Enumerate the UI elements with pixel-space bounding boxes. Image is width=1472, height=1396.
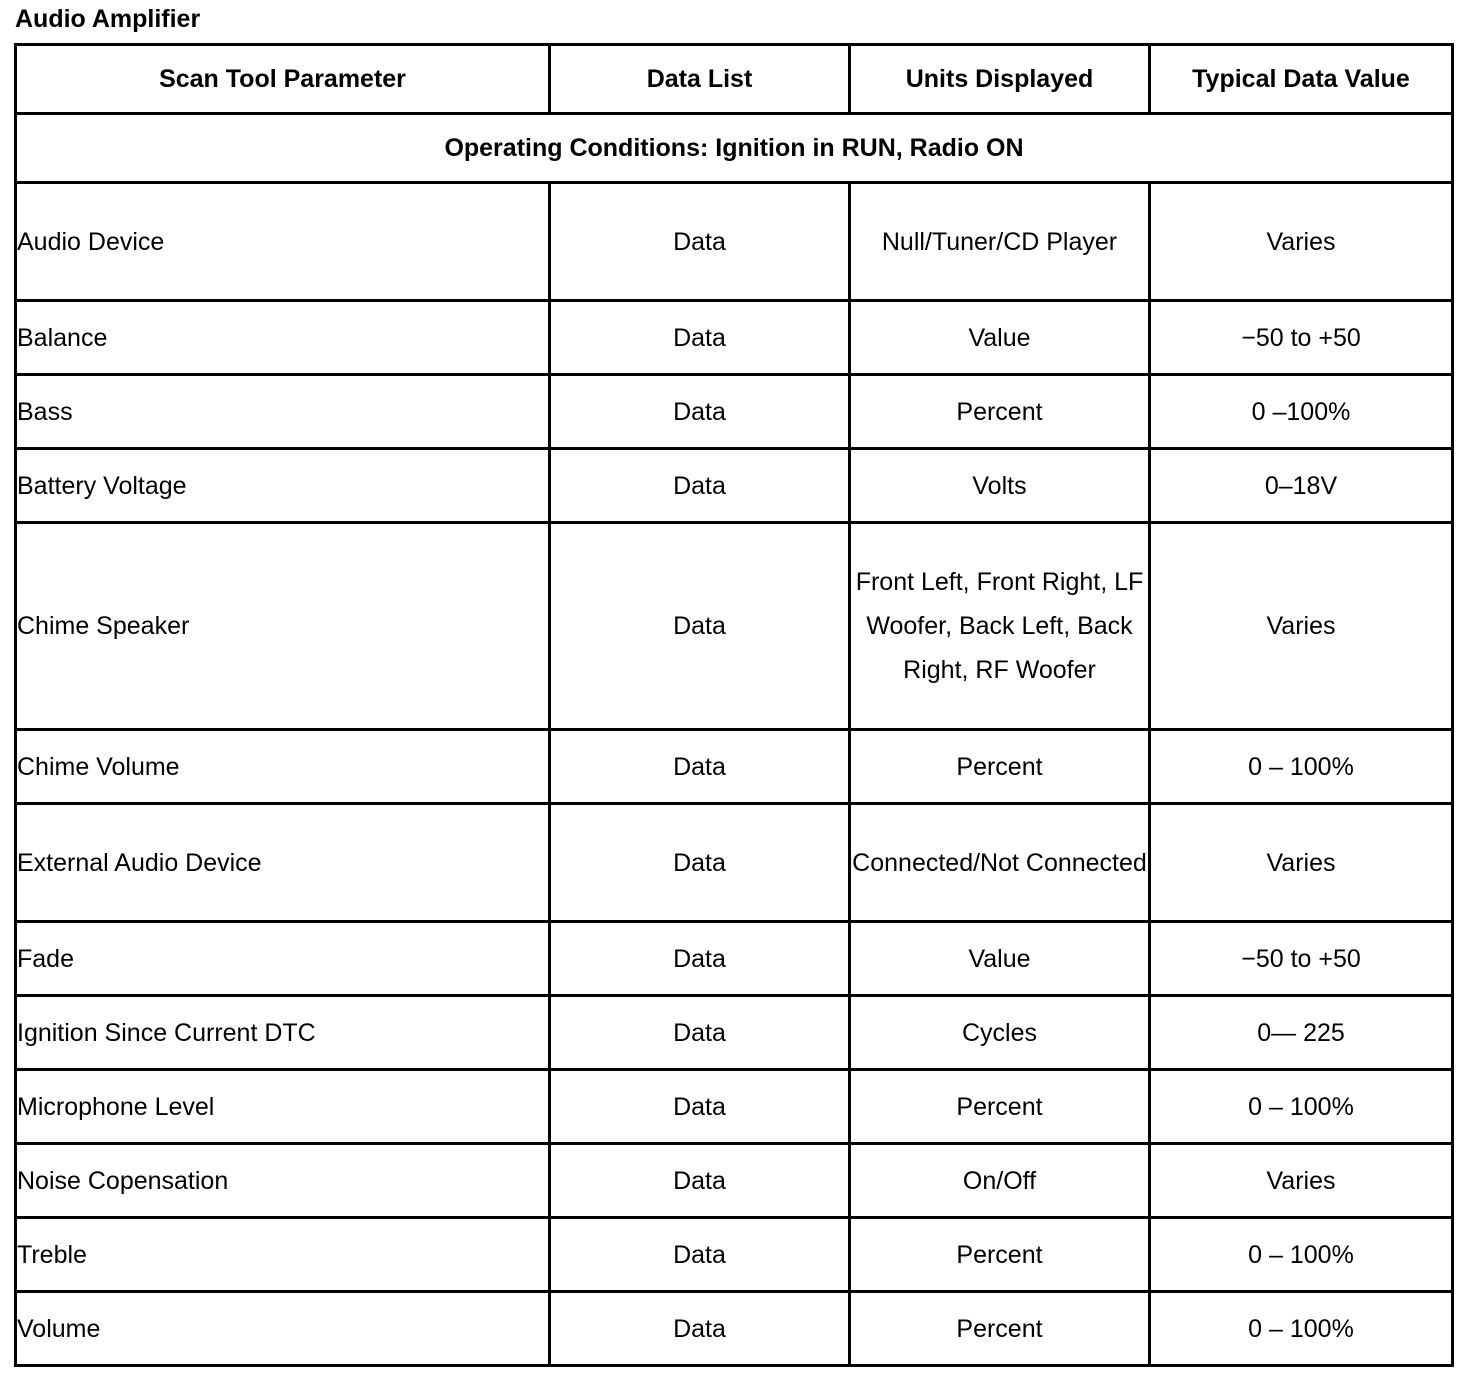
data-list-cell: Data xyxy=(550,449,850,523)
typical-value-cell: −50 to +50 xyxy=(1150,301,1453,375)
parameter-cell: Microphone Level xyxy=(16,1070,550,1144)
parameter-cell: Ignition Since Current DTC xyxy=(16,996,550,1070)
parameter-cell: External Audio Device xyxy=(16,804,550,922)
data-list-cell: Data xyxy=(550,804,850,922)
table-row xyxy=(16,730,1453,804)
data-list-cell: Data xyxy=(550,922,850,996)
units-cell: Cycles xyxy=(850,996,1150,1070)
data-list-cell: Data xyxy=(550,996,850,1070)
units-cell: Percent xyxy=(850,1292,1150,1366)
typical-value-cell: 0 – 100% xyxy=(1150,1070,1453,1144)
typical-value-cell: 0 – 100% xyxy=(1150,1292,1453,1366)
data-list-cell: Data xyxy=(550,1292,850,1366)
units-cell: Percent xyxy=(850,375,1150,449)
table-row xyxy=(16,1070,1453,1144)
table-row xyxy=(16,301,1453,375)
data-list-cell: Data xyxy=(550,1070,850,1144)
parameter-cell: Treble xyxy=(16,1218,550,1292)
units-cell: Percent xyxy=(850,1070,1150,1144)
table-row xyxy=(16,523,1453,730)
header-typical-data-value: Typical Data Value xyxy=(1150,45,1453,114)
typical-value-cell: Varies xyxy=(1150,183,1453,301)
units-cell: Percent xyxy=(850,1218,1150,1292)
table-row xyxy=(16,1144,1453,1218)
typical-value-cell: 0 – 100% xyxy=(1150,730,1453,804)
units-cell: On/Off xyxy=(850,1144,1150,1218)
units-cell: Front Left, Front Right, LF Woofer, Back Left, Back Right, RF Woofer xyxy=(850,523,1150,730)
data-list-cell: Data xyxy=(550,1144,850,1218)
table-row xyxy=(16,375,1453,449)
table-row xyxy=(16,1218,1453,1292)
document-title: Audio Amplifier xyxy=(15,5,201,33)
header-data-list: Data List xyxy=(550,45,850,114)
parameter-cell: Chime Volume xyxy=(16,730,550,804)
data-list-cell: Data xyxy=(550,301,850,375)
header-units-displayed: Units Displayed xyxy=(850,45,1150,114)
parameter-cell: Balance xyxy=(16,301,550,375)
units-cell: Null/Tuner/CD Player xyxy=(850,183,1150,301)
header-scan-tool-parameter: Scan Tool Parameter xyxy=(16,45,550,114)
operating-conditions: Operating Conditions: Ignition in RUN, Radio ON xyxy=(16,114,1453,183)
scan-tool-data-table xyxy=(14,43,1454,1367)
table-row xyxy=(16,449,1453,523)
table-row xyxy=(16,996,1453,1070)
typical-value-cell: 0 – 100% xyxy=(1150,1218,1453,1292)
operating-conditions-row xyxy=(16,114,1453,183)
units-cell: Connected/Not Connected xyxy=(850,804,1150,922)
parameter-cell: Bass xyxy=(16,375,550,449)
units-cell: Volts xyxy=(850,449,1150,523)
units-cell: Percent xyxy=(850,730,1150,804)
parameter-cell: Chime Speaker xyxy=(16,523,550,730)
data-list-cell: Data xyxy=(550,375,850,449)
typical-value-cell: Varies xyxy=(1150,804,1453,922)
table-row xyxy=(16,804,1453,922)
typical-value-cell: 0— 225 xyxy=(1150,996,1453,1070)
table-row xyxy=(16,922,1453,996)
parameter-cell: Noise Copensation xyxy=(16,1144,550,1218)
parameter-cell: Volume xyxy=(16,1292,550,1366)
header-row xyxy=(16,45,1453,114)
data-list-cell: Data xyxy=(550,730,850,804)
typical-value-cell: −50 to +50 xyxy=(1150,922,1453,996)
data-list-cell: Data xyxy=(550,1218,850,1292)
parameter-cell: Battery Voltage xyxy=(16,449,550,523)
data-list-cell: Data xyxy=(550,183,850,301)
typical-value-cell: 0 –100% xyxy=(1150,375,1453,449)
typical-value-cell: Varies xyxy=(1150,1144,1453,1218)
typical-value-cell: 0–18V xyxy=(1150,449,1453,523)
data-list-cell: Data xyxy=(550,523,850,730)
units-cell: Value xyxy=(850,922,1150,996)
parameter-cell: Fade xyxy=(16,922,550,996)
table-row xyxy=(16,183,1453,301)
parameter-cell: Audio Device xyxy=(16,183,550,301)
table-row xyxy=(16,1292,1453,1366)
units-cell: Value xyxy=(850,301,1150,375)
typical-value-cell: Varies xyxy=(1150,523,1453,730)
